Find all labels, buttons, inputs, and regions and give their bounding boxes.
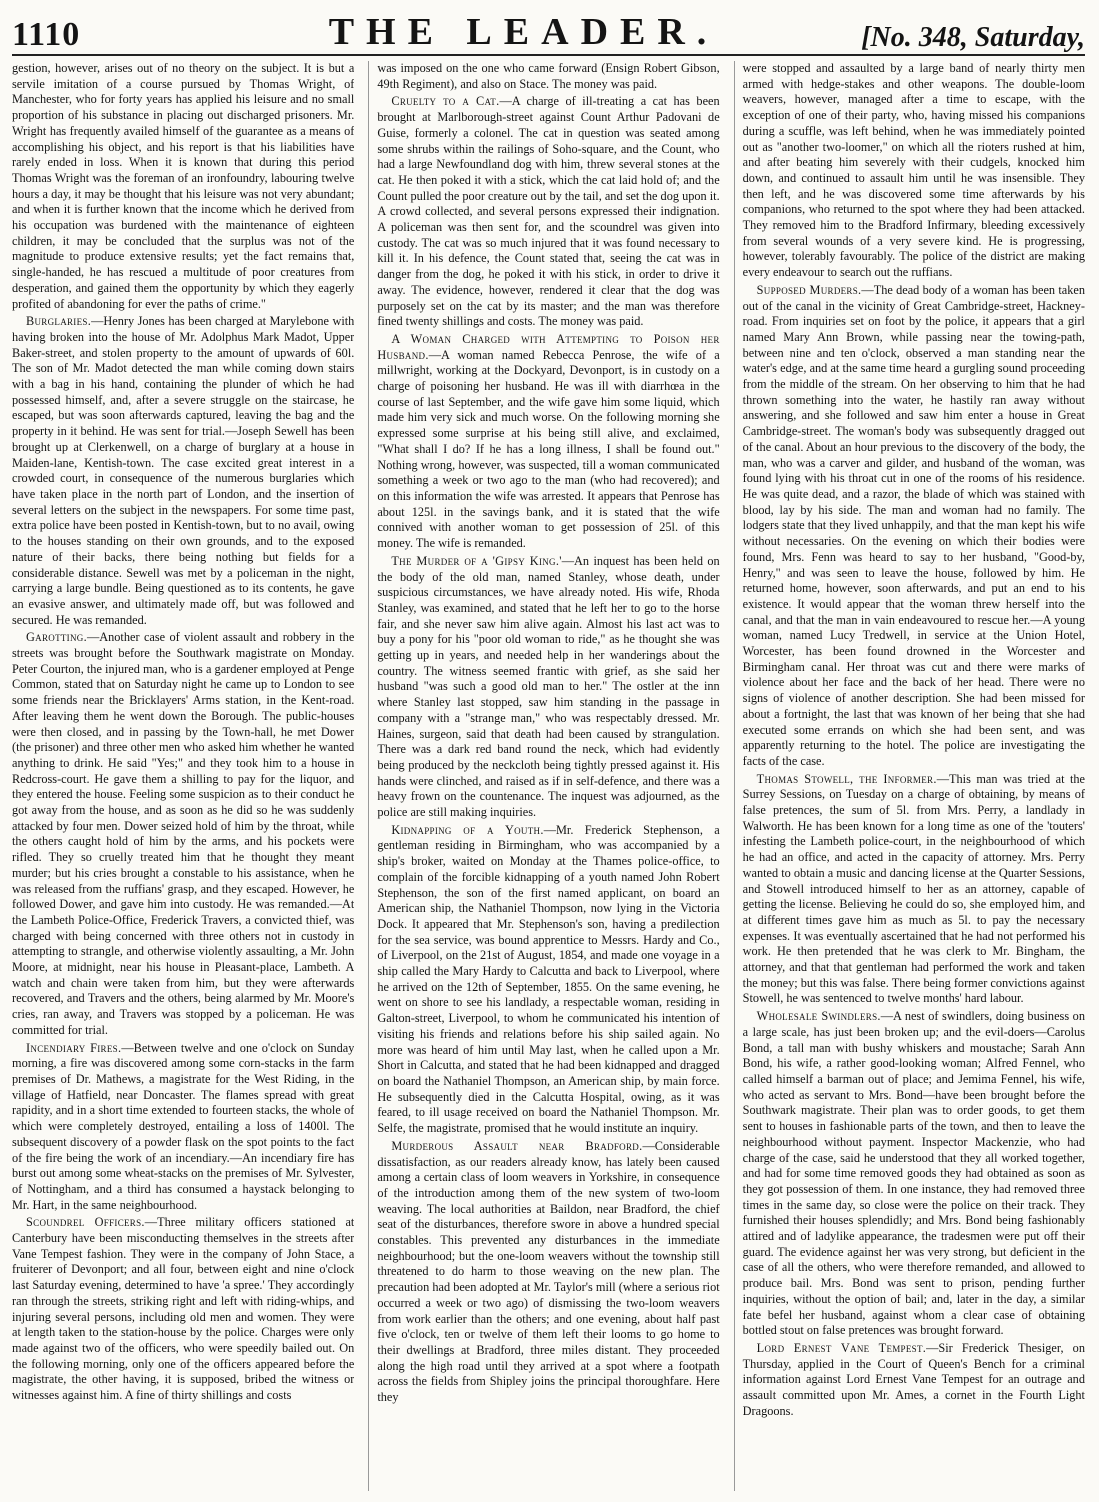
article-paragraph [743, 1009, 1085, 1339]
article-text: —Mr. Frederick Stephenson, a gentleman residing in Birmingham, who was accompanied by a ship's broker, waited on Monday at the Thames police-office, to complain of the forcible kidnapping of a youth named John Robert Stephenson, the son of the first named applicant, on board an American ship, the Nathaniel Thompson, now lying in the Victoria Dock. It appeared that Mr. Stephenson's son, having a predilection for the sea service, was bound apprentice to Messrs. Hardy and Co., of Liverpool, on the 21st of August, 1854, and made one voyage in a ship called the Mary Hardy to Calcutta and back to Liverpool, where he arrived on the 12th of September, 1855. On the same evening, he went on shore to see his landlady, a respectable woman, residing in Galton-street, Liverpool, to whom he communicated his intention of visiting his friends and relations before his ship sailed again. No more was heard of him until May last, when he called upon a Mr. Short in Calcutta, and stated that he had been kidnapped and dragged on board the Nathaniel Thompson, an American ship, by main force. He subsequently died in the Calcutta Hospital, owing, as it was feared, to ill usage received on board the Nathaniel Thompson. Mr. Selfe, the magistrate, promised that he would institute an inquiry. [377, 822, 720, 1136]
article-text: —A charge of ill-treating a cat has been brought at Marlborough-street against Count Arthur Padovani de Guise, formerly a colonel. The cat in question was seated among some shrubs within the railings of Soho-square, and the Count, who had a large Newfoundland dog with him, threw several stones at the cat. He then poked it with a stick, which the cat laid hold of; and the Count pulled the poor creature out by the tail, and set the dog upon it. A crowd collected, and several persons expressed their indignation. A policeman was then sent for, and the scoundrel was given into custody. The cat was so much injured that it was found necessary to kill it. In his defence, the Count stated that, seeing the cat was in danger from the dog, he poked it with his stick, in order to drive it away. The evidence, however, rendered it clear that the dog was purposely set on the cat by its master; and the man was therefore fined twenty shillings and costs. The money was paid. [377, 94, 720, 329]
article-paragraph [12, 1215, 354, 1403]
article-text: —This man was tried at the Surrey Sessions, on Tuesday on a charge of obtaining, by means of false pretences, the sum of 5l. from Mrs. Perry, a landlady in Walworth. He has been known for a long time as one of the 'touters' infesting the Lambeth police-court, in the neighbourhood of which he had an office, and acted in the capacity of attorney. Mrs. Perry wanted to obtain a music and dancing license at the Quarter Sessions, and Stowell introduced himself to her as an attorney, capable of getting the license. Believing he could do so, she employed him, and at different times gave him as much as 5l. to pay the necessary expenses. It was eventually ascertained that he had not performed his work. He then pretended that he was clerk to Mr. Bingham, the attorney, and that that gentleman had performed the work and taken the money; but this was false. There being former convictions against Stowell, he was sentenced to twelve months' hard labour. [742, 771, 1085, 1006]
article-paragraph [743, 772, 1085, 1008]
article-text: —Another case of violent assault and robbery in the streets was brought before the Southwark magistrate on Monday. Peter Courton, the injured man, who is a gardener employed at Penge Common, stated that on Saturday night he came up to London to see some friends near the Bricklayers' Arms station, in the Kent-road. After leaving them he went down the Borough. The public-houses were then closed, and in passing by the Town-hall, he met Dower (the prisoner) and three other men who asked him whether he wanted anything to drink. He said "Yes;" and they took him to a house in Redcross-court. He gave them a shilling to pay for the liquor, and they entered the house. Feeling some suspicion as to their conduct he got away from the house, and as soon as he did so he was suddenly attacked by four men. Dower seized hold of him by the throat, while the others caught hold of him by the arms, and his pockets were rifled. They so cruelly treated him that he thought they meant murder; but his cries brought a constable to his assistance, when he was released from the ruffians' grasp, and they escaped. However, he followed Dower, and gave him into custody. He was remanded.—At the Lambeth Police-Office, Frederick Travers, a convicted thief, was charged with being concerned with three others not in custody in attempting to strangle, and otherwise violently assaulting, a Mr. John Moore, at midnight, near his house in Pleasant-place, Lambeth. A watch and chain were taken from him, but they were afterwards recovered, and Travers and the others, being alarmed by Mr. Moore's cries, ran away, and Travers was stopped by a policeman. He was committed for trial. [12, 630, 355, 1037]
issue-label: [No. 348, Saturday, [861, 22, 1085, 53]
newspaper-title: THE LEADER. [328, 11, 719, 53]
masthead [12, 8, 1085, 56]
article-text: gestion, however, arises out of no theory on the subject. It is but a servile imitation of a course pursued by Thomas Wright, of Manchester, who for forty years has applied his leisure and no small proportion of his substance in placing out discharged prisoners. Mr. Wright has frequently availed himself of the guarantee as a means of accomplishing his object, and his report is that his liabilities have rarely ended in loss. When it is known that during this period Thomas Wright was the foreman of an ironfoundry, labouring twelve hours a day, it may be thought that his leisure was not very abundant; and when it is further known that the income which he derived from his occupation was burdened with the maintenance of eighteen children, it may be concluded that the surplus was not of the magnitude to produce extensive results; yet the fact remains that, single-handed, he has rescued a multitude of poor creatures from desperation, and gained them the opportunity by which they eagerly profited of abandoning for ever the paths of crime." [12, 61, 355, 311]
article-paragraph [743, 283, 1085, 770]
article-text: —The dead body of a woman has been taken out of the canal in the vicinity of Great Cambridge-street, Hackney-road. From inquiries set on foot by the police, it appears that a girl named Mary Ann Brown, while passing near the towing-path, between nine and ten o'clock, observed a man standing near the water's edge, and at the same time heard a gurgling sound proceeding from the middle of the stream. On her observing to him that he had thrown something into the water, he hastily ran away without answering, and she followed and saw him enter a house in Great Cambridge-street. The woman's body was subsequently dragged out of the canal. About an hour previous to the discovery of the body, the man, who was a carver and gilder, and husband of the woman, was found lying with his throat cut in one of the rooms of his residence. He was quite dead, and a razor, the blade of which was stained with blood, lay by his side. The man and woman had no family. The lodgers state that they lived unhappily, and that the man kept his wife without necessaries. On the evening on which their bodies were found, Mrs. Fenn was heard to say to her husband, "Good-by, Henry," and was seen to leave the house, followed by him. He returned home, however, soon afterwards, and put an end to his existence. It would appear that the woman threw herself into the canal, and that the man in vain endeavoured to rescue her.—A young woman, named Lucy Tredwell, in service at the Union Hotel, Worcester, has been found drowned in the Worcester and Birmingham canal. Her throat was cut and there were marks of violence about her face and the back of her head. There were no signs of violence of another description. She had been missed for about a fortnight, the last that was known of her being that she had executed some errands on which she had been sent, and was apparently returning to the hotel. The police are investigating the facts of the case. [742, 282, 1085, 768]
article-heading: Kidnapping of a Youth. [391, 822, 544, 837]
article-paragraph [377, 1139, 719, 1406]
article-paragraph [12, 1041, 354, 1214]
article-paragraph [743, 1341, 1085, 1420]
article-heading: Scoundrel Officers. [26, 1215, 145, 1230]
article-paragraph [377, 823, 719, 1137]
continued-paragraph [12, 61, 354, 312]
column-3 [734, 61, 1085, 1491]
article-text: —Considerable dissatisfaction, as our readers already know, has lately been caused among a certain class of loom weavers in Yorkshire, in consequence of the introduction among them of the new system of two-loom weaving. The local authorities at Baildon, near Bradford, the chief seat of the disturbances, therefore swore in above a hundred special constables. This prevented any disturbances in the immediate neighbourhood; but the one-loom weavers without the township still threatened to do harm to those weaving on the new plan. The precaution had been adopted at Mr. Taylor's mill (where a serious riot occurred a week or two ago) of dismissing the two-loom weavers from work earlier than the others; and one evening, about half past five o'clock, ten or twelve of them left their looms to go home to their dwellings at Bradford, three miles distant. They proceeded along the high road until they arrived at a spot where a footpath across the fields from Shipley joins the principal thoroughfare. Here they [377, 1138, 720, 1405]
article-text: —Between twelve and one o'clock on Sunday morning, a fire was discovered among some corn-stacks in the farm premises of Dr. Mathews, a magistrate for the West Riding, in the village of Hatfield, near Doncaster. The flames spread with great rapidity, and in a short time extended to fourteen stacks, the whole of which were completely destroyed, entailing a loss of 1400l. The subsequent discovery of a powder flask on the spot points to the fact of the fire being the work of an incendiary.—An incendiary fire has burst out among some wheat-stacks on the premises of Mr. Sylvester, of Nottingham, and a third has consumed a haystack belonging to Mr. Hart, in the same neighbourhood. [12, 1040, 355, 1212]
article-text: —Three military officers stationed at Canterbury have been misconducting themselves in the streets after Vane Tempest fashion. They were in the company of John Stace, a fruiterer of Devonport; and all four, between eight and nine o'clock last Saturday evening, determined to have 'a spree.' They accordingly ran through the streets, striking right and left with riding-whips, and injuring several persons, including old men and women. They were at length taken to the station-house by the police. Charges were only made against two of the officers, who were speedily bailed out. On the following morning, only one of the officers appeared before the magistrate, the other having, it is supposed, bribed the witness or witnesses against him. A fine of thirty shillings and costs [12, 1215, 355, 1403]
article-heading: Murderous Assault near Bradford. [391, 1138, 643, 1153]
article-paragraph [377, 94, 719, 330]
article-paragraph [377, 554, 719, 821]
column-1 [12, 61, 354, 1491]
article-text: —A nest of swindlers, doing business on a large scale, has just been broken up; and the evil-doers—Carolus Bond, a tall man with bushy whiskers and moustache; Sarah Ann Bond, his wife, a rather good-looking woman; Alfred Fennel, who called himself a barman out of place; and Jemima Fennel, his wife, who acted as servant to Mrs. Bond—have been brought before the Southwark magistrate. Their plan was to order goods, to get them sent to houses in fashionable parts of the town, and then to leave the neighbourhood without payment. Inspector Mackenzie, who had charge of the case, said he understood that they all worked together, and had for some time removed goods they had obtained as soon as they got possession of them. In one instance, they had removed three times in the same day, so close were the police on their track. They furnished their houses splendidly; and Mrs. Bond being fashionably attired and of ladylike appearance, the tradesmen were put off their guard. The evidence against her was very strong, but deficient in the case of all the others, who were therefore remanded, and allowed to produce bail. Mrs. Bond was sent to prison, pending further inquiries, without the option of bail; and, later in the day, a similar fate befel her husband, against whom a clear case of obtaining bottled stout on false pretences was brought forward. [742, 1009, 1085, 1338]
article-heading: Garotting. [26, 630, 87, 645]
article-paragraph [12, 630, 354, 1038]
continued-paragraph [377, 61, 719, 92]
article-heading: Thomas Stowell, the Informer. [756, 771, 937, 786]
article-paragraph [377, 332, 719, 552]
article-heading: Incendiary Fires. [26, 1040, 122, 1055]
article-heading: Wholesale Swindlers. [756, 1009, 881, 1024]
article-heading: Lord Ernest Vane Tempest. [756, 1340, 927, 1355]
column-2 [368, 61, 719, 1491]
continued-paragraph [743, 61, 1085, 281]
article-text: —Sir Frederick Thesiger, on Thursday, applied in the Court of Queen's Bench for a criminal information against Lord Ernest Vane Tempest for an outrage and assault committed upon Mr. Ames, a cornet in the Fourth Light Dragoons. [742, 1340, 1085, 1418]
article-text: —A woman named Rebecca Penrose, the wife of a millwright, working at the Dockyard, Devonport, is in custody on a charge of poisoning her husband. He was ill with diarrhœa in the course of last September, and the wife gave him some liquid, which made him very sick and much worse. On the following morning she expressed some surprise at his being still alive, and exclaimed, "What shall I do? If he has a long illness, I shall be found out." Nothing wrong, however, was suspected, till a woman communicated something a week or two ago to the man (who had recovered); and on this information the wife was arrested. It appears that Penrose has about 125l. in the savings bank, and it is stated that the wife connived with another woman to get possession of 25l. of this money. The wife is remanded. [377, 347, 720, 551]
article-text: —An inquest has been held on the body of the old man, named Stanley, whose death, under suspicious circumstances, we have already noted. His wife, Rhoda Stanley, was examined, and stated that he left her to go to the horse fair, and she never saw him alive again. Almost his last act was to buy a pony for his "poor old woman to ride," as he thought she was getting up in years, and needed help in her wanderings about the country. The witness seemed frantic with grief, as she said her husband "was such a good old man to her." The ostler at the inn where Stanley last stopped, saw him standing in the passage in company with a "strange man," who was respectably dressed. Mr. Haines, surgeon, said that death had been caused by strangulation. There was a dark red band round the neck, which had evidently being produced by the neckcloth being tightly pressed against it. His hands were clinched, and raised as if in self-defence, and there was a heavy frown on the countenance. The inquest was adjourned, as the police are still making inquiries. [377, 553, 720, 820]
article-text: were stopped and assaulted by a large band of nearly thirty men armed with hedge-stakes and other weapons. The double-loom weavers, however, managed after a time to escape, with the exception of one of their party, who, having missed his companions during a scuffle, was left behind, when he was immediately pointed out as "another two-loomer," on which all the rioters rushed at him, and after beating him severely with their cudgels, knocked him down, and continued to assault him until he was insensible. They then left, and he was discovered some time afterwards by his companions, who returned to the spot where they had been attacked. They removed him to the Bradford Infirmary, bleeding excessively from several wounds of a very severe kind. He is progressing, however, tolerably favourably. The police of the district are making every endeavour to search out the ruffians. [742, 61, 1085, 280]
article-heading: Burglaries. [26, 314, 92, 329]
article-heading: A Woman Charged with Attempting to Poison her Husband. [377, 331, 720, 362]
article-heading: The Murder of a 'Gipsy King.' [391, 553, 562, 568]
article-heading: Cruelty to a Cat. [391, 94, 500, 109]
columns [12, 61, 1085, 1491]
article-paragraph [12, 314, 354, 628]
article-heading: Supposed Murders. [756, 282, 862, 297]
article-text: —Henry Jones has been charged at Marylebone with having broken into the house of Mr. Adolphus Mark Madot, Upper Baker-street, and stolen property to the amount of upwards of 60l. The son of Mr. Madot detected the man while coming down stairs with a bag in his hand, containing the plunder of which he had possessed himself, and, after a severe struggle on the staircase, he escaped, but was soon afterwards captured, leaving the bag and the property in it behind. He was sent for trial.—Joseph Sewell has been brought up at Clerkenwell, on a charge of burglary at a house in Maiden-lane, Kentish-town. The case excited great interest in a crowded court, in consequence of the numerous burglaries which have taken place in the north part of London, and the insertion of several letters on the subject in the newspapers. For some time past, extra police have been posted in Kentish-town, but to no avail, owing to the houses standing on their own grounds, and to the exposed nature of their backs, there being nothing but fields for a considerable distance. Sewell was met by a policeman in the night, carrying a large bundle. Being questioned as to its contents, he gave an evasive answer, and ultimately made off, but was followed and secured. He was remanded. [12, 314, 355, 627]
article-text: was imposed on the one who came forward (Ensign Robert Gibson, 49th Regiment), and also on Stace. The money was paid. [377, 61, 720, 91]
page-number: 1110 [12, 16, 81, 53]
